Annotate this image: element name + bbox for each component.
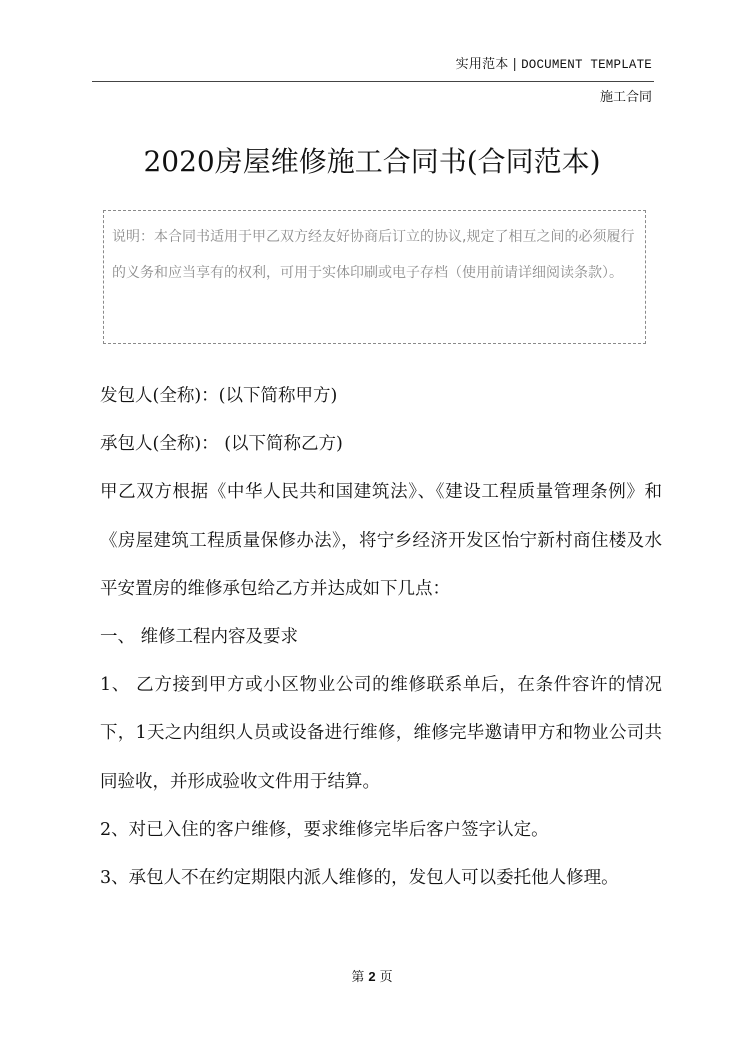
note-text: 说明：本合同书适用于甲乙双方经友好协商后订立的协议,规定了相互之间的必须履行的义务和应当享有的权利，可用于实体印刷或电子存档（使用前请详细阅读条款）。 xyxy=(112,229,635,281)
header-rule xyxy=(92,81,654,82)
document-title: 2020房屋维修施工合同书(合同范本) xyxy=(143,145,601,178)
clause-3: 3、承包人不在约定期限内派人维修的，发包人可以委托他人修理。 xyxy=(100,868,619,889)
paragraph-contractor: 承包人(全称)： (以下简称乙方) xyxy=(100,434,343,455)
header-separator: | xyxy=(512,57,518,72)
paragraph-intro: 甲乙双方根据《中华人民共和国建筑法》、《建设工程质量管理条例》和《房屋建筑工程质量保修办法》，将宁乡经济开发区怡宁新村商住楼及水平安置房的维修承包给乙方并达成如下几点： xyxy=(100,482,662,599)
footer-prefix: 第 xyxy=(351,970,365,985)
clause-1: 1、 乙方接到甲方或小区物业公司的维修联系单后，在条件容许的情况下，1天之内组织人员或设备进行维修，维修完毕邀请甲方和物业公司共同验收，并形成验收文件用于结算。 xyxy=(100,675,662,792)
note-box xyxy=(103,210,646,344)
header-left-label: 实用范本 xyxy=(455,57,509,72)
document-body xyxy=(100,372,662,902)
page-footer xyxy=(0,966,744,985)
paragraph-employer: 发包人(全称)：(以下简称甲方) xyxy=(100,386,338,406)
header-label xyxy=(456,53,652,72)
page-number: 2 xyxy=(368,969,376,984)
footer-suffix: 页 xyxy=(379,970,393,985)
clause-2: 2、对已入住的客户维修，要求维修完毕后客户签字认定。 xyxy=(100,819,549,840)
header-category: 施工合同 xyxy=(599,90,652,105)
header-right-label: DOCUMENT TEMPLATE xyxy=(521,58,652,72)
section-heading-1: 一、 维修工程内容及要求 xyxy=(100,627,299,648)
